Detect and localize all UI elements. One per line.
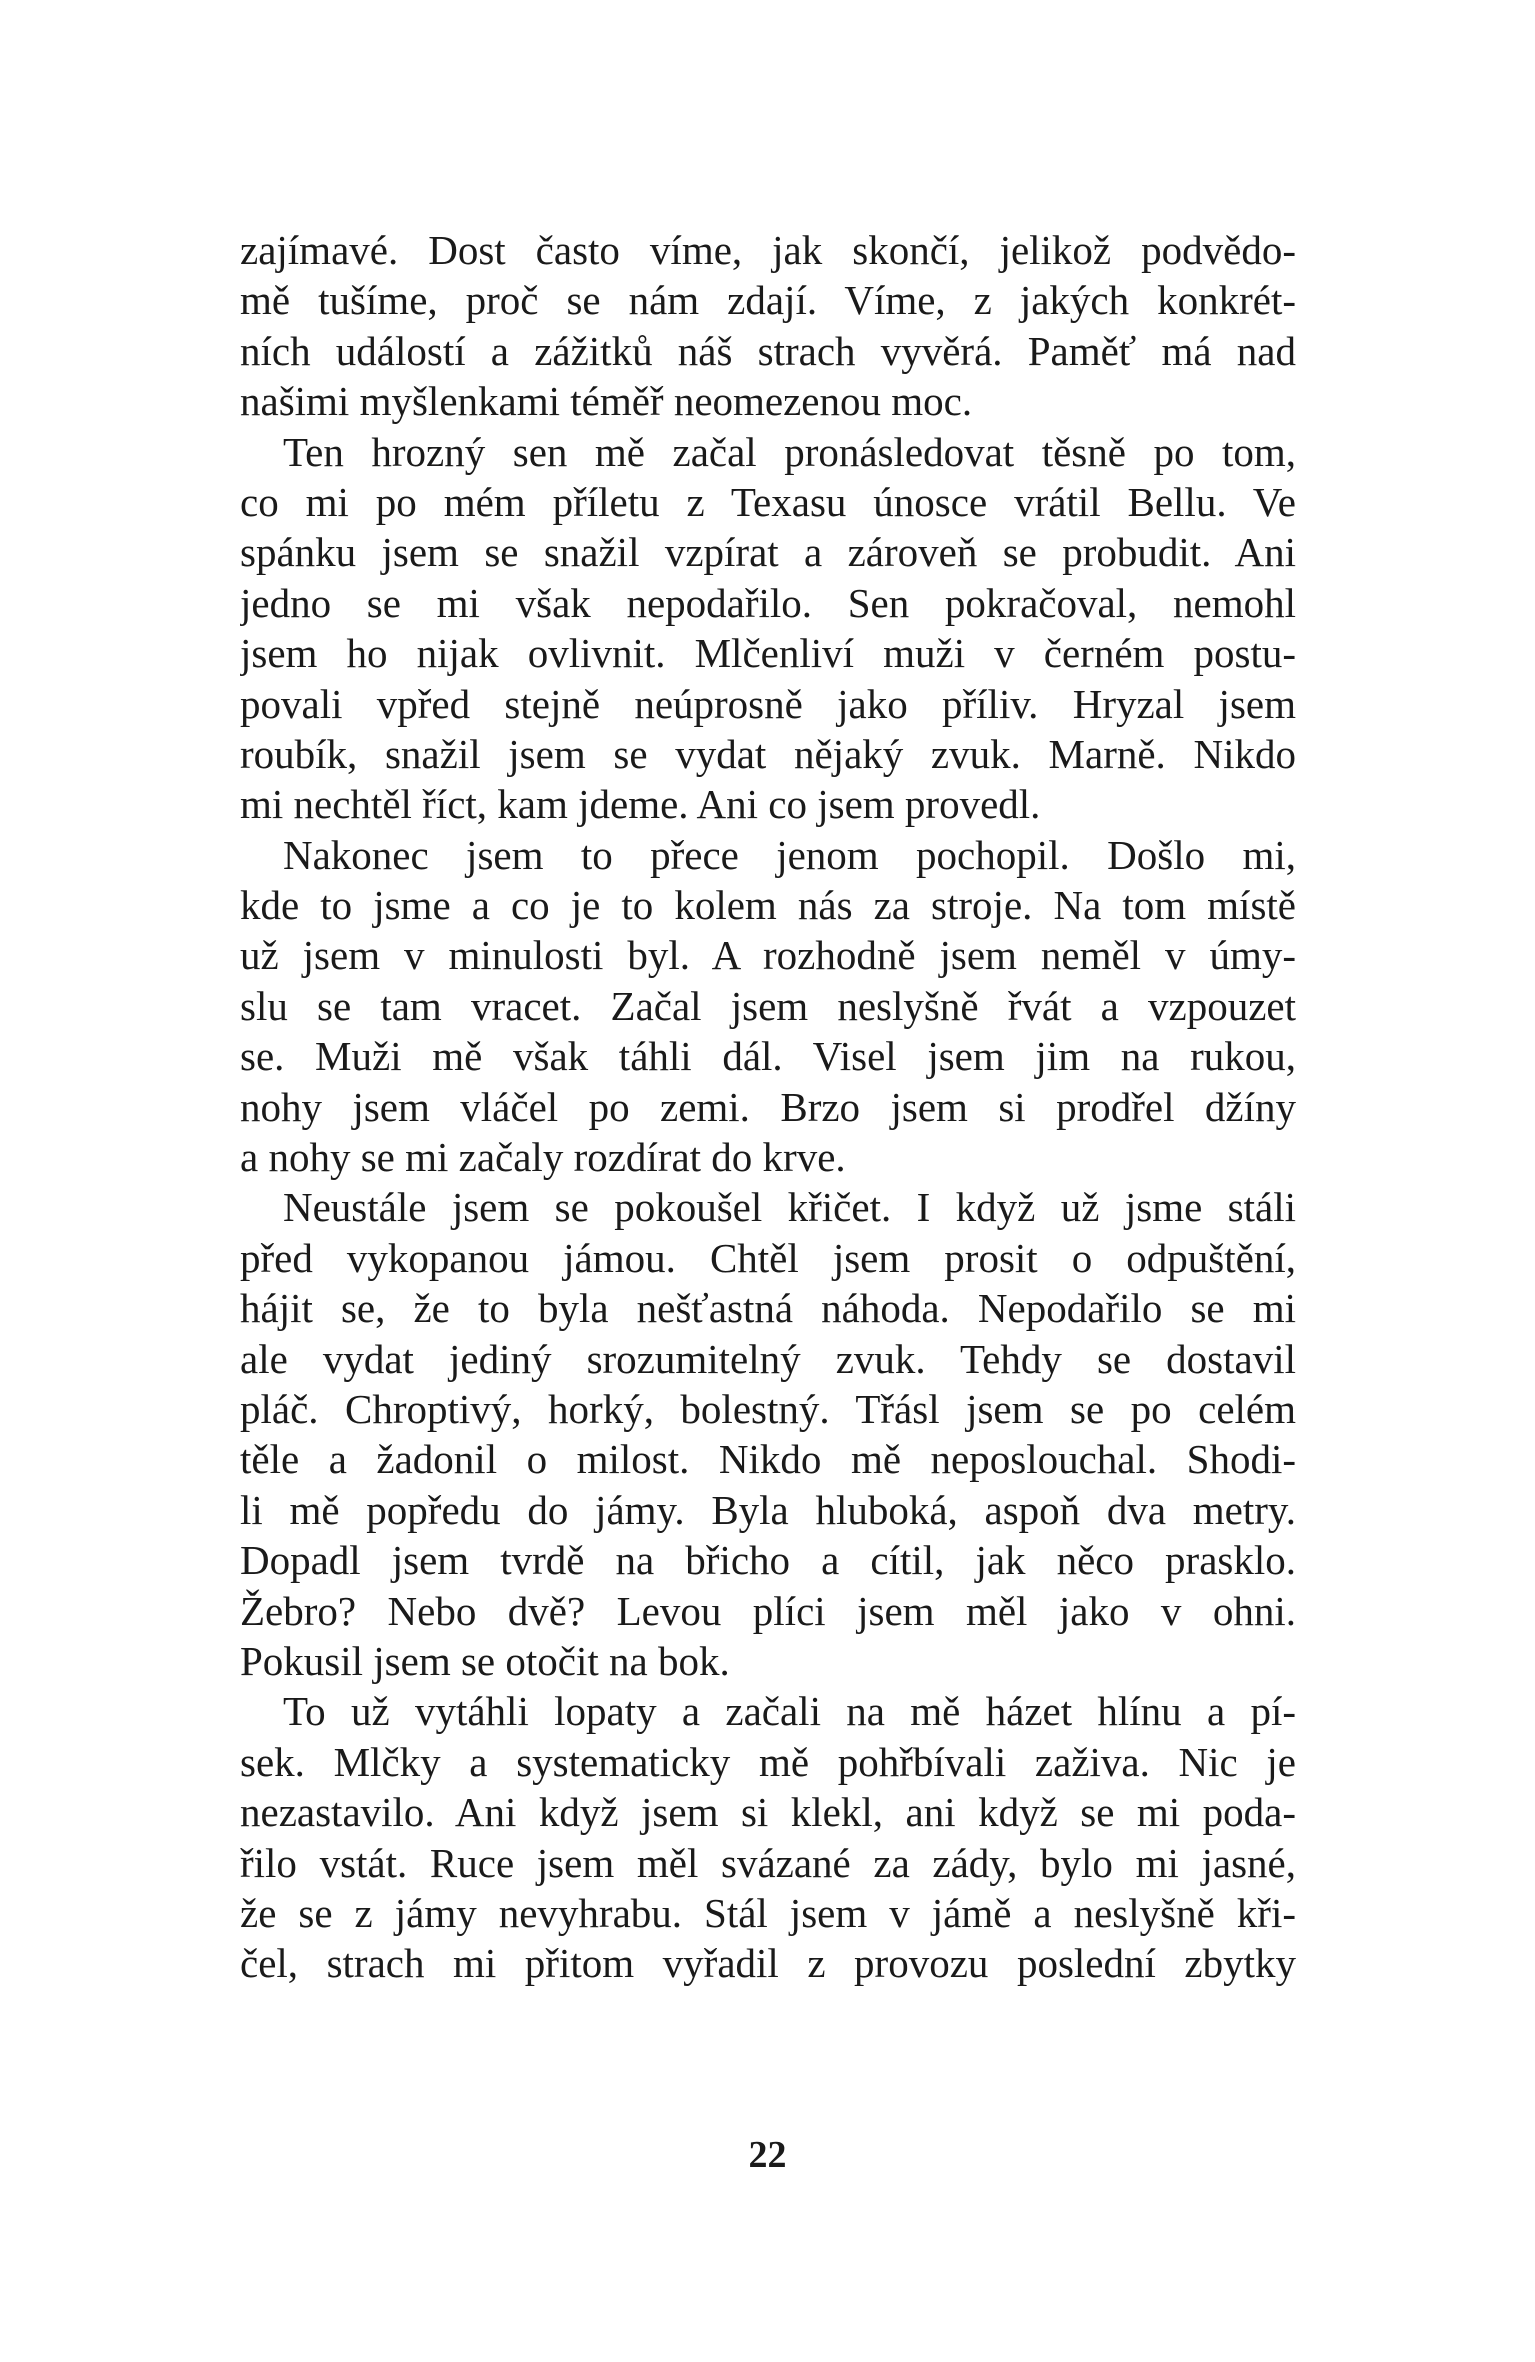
body-text [240,225,1296,1989]
text-line: hájit se, že to byla nešťastná náhoda. Nepodařilo se mi [240,1285,1296,1332]
text-line: našimi myšlenkami téměř neomezenou moc. [240,378,973,425]
text-line: Pokusil jsem se otočit na bok. [240,1637,730,1684]
text-line: Neustále jsem se pokoušel křičet. I když už jsme stáli [283,1184,1296,1231]
text-line: kde to jsme a co je to kolem nás za stroje. Na tom místě [240,882,1296,929]
text-line: pláč. Chroptivý, horký, bolestný. Třásl jsem se po celém [240,1385,1296,1432]
text-line: se. Muži mě však táhli dál. Visel jsem jim na rukou, [240,1033,1296,1080]
text-line: jsem ho nijak ovlivnit. Mlčenliví muži v černém postu- [240,630,1296,677]
text-line: že se z jámy nevyhrabu. Stál jsem v jámě a neslyšně kři- [240,1889,1296,1936]
text-line: spánku jsem se snažil vzpírat a zároveň se probudit. Ani [240,529,1296,576]
text-line: před vykopanou jámou. Chtěl jsem prosit o odpuštění, [240,1234,1296,1281]
text-line: sek. Mlčky a systematicky mě pohřbívali zaživa. Nic je [240,1738,1296,1785]
text-line: mě tušíme, proč se nám zdají. Víme, z jakých konkrét- [240,277,1296,324]
text-line: ních událostí a zážitků náš strach vyvěrá. Paměť má nad [240,327,1296,374]
text-line: li mě popředu do jámy. Byla hluboká, aspoň dva metry. [240,1486,1296,1533]
text-line: těle a žadonil o milost. Nikdo mě neposlouchal. Shodi- [240,1436,1296,1483]
text-line: povali vpřed stejně neúprosně jako příliv. Hryzal jsem [240,680,1296,727]
text-line: To už vytáhli lopaty a začali na mě házet hlínu a pí- [283,1688,1296,1735]
text-line: řilo vstát. Ruce jsem měl svázané za zády, bylo mi jasné, [240,1839,1296,1886]
text-line: čel, strach mi přitom vyřadil z provozu poslední zbytky [240,1940,1296,1987]
text-line: nohy jsem vláčel po zemi. Brzo jsem si prodřel džíny [240,1083,1296,1130]
text-line: zajímavé. Dost často víme, jak skončí, jelikož podvědo- [240,227,1296,273]
text-line: mi nechtěl říct, kam jdeme. Ani co jsem provedl. [240,781,1041,828]
text-line: jedno se mi však nepodařilo. Sen pokračoval, nemohl [240,579,1296,626]
text-line: a nohy se mi začaly rozdírat do krve. [240,1134,846,1181]
text-line: už jsem v minulosti byl. A rozhodně jsem neměl v úmy- [240,932,1296,979]
text-line: Nakonec jsem to přece jenom pochopil. Došlo mi, [283,831,1296,878]
text-line: ale vydat jediný srozumitelný zvuk. Tehdy se dostavil [240,1335,1296,1382]
text-line: Ten hrozný sen mě začal pronásledovat těsně po tom, [283,428,1296,475]
text-line: nezastavilo. Ani když jsem si klekl, ani když se mi poda- [240,1789,1296,1836]
text-line: Žebro? Nebo dvě? Levou plíci jsem měl jako v ohni. [240,1587,1296,1634]
text-line: slu se tam vracet. Začal jsem neslyšně řvát a vzpouzet [240,982,1296,1029]
text-line: roubík, snažil jsem se vydat nějaký zvuk. Marně. Nikdo [240,730,1296,777]
text-line: Dopadl jsem tvrdě na břicho a cítil, jak něco prasklo. [240,1537,1296,1584]
page-number: 22 [748,2134,787,2176]
text-line: co mi po mém příletu z Texasu únosce vrátil Bellu. Ve [240,478,1296,525]
